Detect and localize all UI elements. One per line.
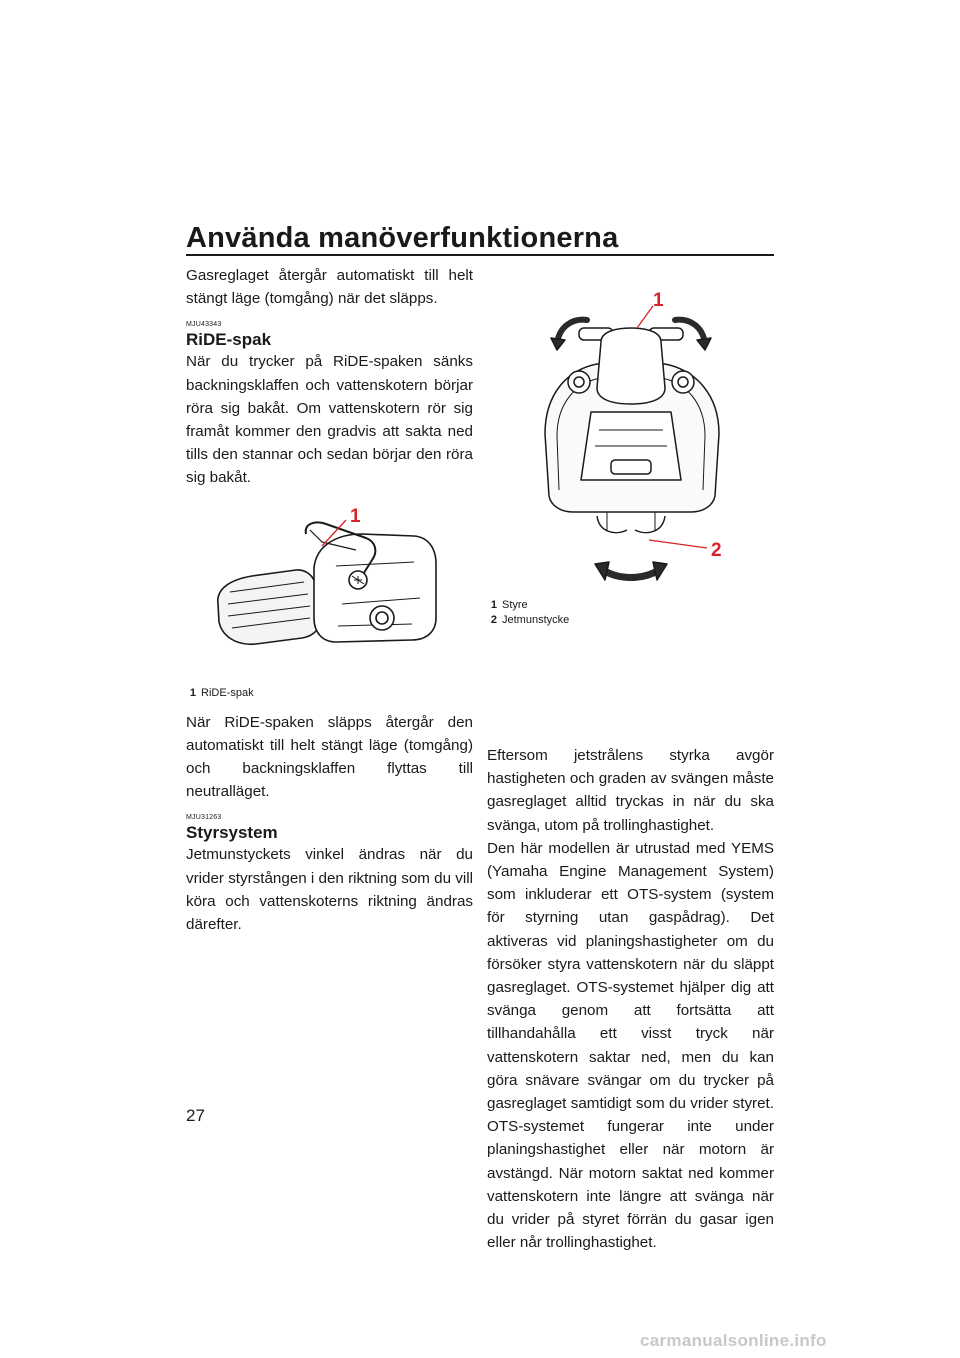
caption-label: Jetmunstycke: [502, 614, 570, 626]
caption-number: 1: [490, 599, 497, 611]
caption-number: 2: [490, 614, 497, 626]
section-heading-steering: Styrsystem: [186, 823, 278, 843]
ride-lever-illustration: [186, 506, 473, 684]
caption-label: RiDE-spak: [201, 686, 254, 699]
intro-paragraph: Gasreglaget återgår automatiskt till helt stängt läge (tomgång) när det släpps.: [186, 267, 473, 308]
watercraft-illustration: [487, 284, 774, 594]
caption-label: Styre: [502, 599, 528, 611]
section-heading-ride: RiDE-spak: [186, 330, 272, 350]
ride-paragraph: När du trycker på RiDE-spaken sänks backningsklaffen och vattenskotern börjar röra sig bakåt. Om vattenskotern rör sig framåt kommer den gradvis att sakta ned tills den stannar och sedan börjar den röra sig bakåt.: [186, 353, 473, 487]
caption-number: 1: [189, 686, 196, 699]
caption-row-1: [487, 598, 774, 613]
title-rule: [186, 254, 774, 256]
yems-paragraph: Den här modellen är utrustad med YEMS (Yamaha Engine Management System) som inkluderar ett OTS-system (system för styrning utan gaspådrag). Det aktiveras vid planingshastigheter om du försöker styra vattenskotern när du släppt gasreglaget. OTS-systemet hjälper dig att svänga genom att fortsätta att tillhandahålla ett visst tryck när vattenskotern saktar ned, men du kan göra snävare svängar om du trycker på gasreglaget samtidigt som du vrider styret. OTS-systemet fungerar inte under planingshastighet eller när motorn är avstängd. När motorn saktat ned kommer vattenskotern inte längre att svänga när du vrider på styret förrän du gasar igen eller når trollinghastighet.: [487, 839, 774, 1252]
ride-lever-figure: [186, 506, 473, 684]
page-title: Använda manöverfunktionerna: [186, 222, 619, 254]
jet-force-paragraph: Eftersom jetstrålens styrka avgör hastigheten och graden av svängen måste gasreglaget alltid tryckas in när du ska svänga, utom på trollinghastighet.: [487, 747, 774, 834]
ride-release-paragraph: När RiDE-spaken släpps återgår den automatiskt till helt stängt läge (tomgång) och backningsklaffen flyttas till neutralläget.: [186, 713, 473, 801]
caption-row-2: [487, 613, 774, 628]
watercraft-figure: [487, 284, 774, 594]
left-column: [186, 264, 473, 936]
watermark: carmanualsonline.info: [640, 1331, 827, 1350]
right-column: [487, 744, 774, 1254]
section-code: MJU31263: [186, 814, 222, 822]
handlebar-callout: 1: [653, 290, 664, 311]
section-code: MJU43343: [186, 321, 222, 329]
steering-paragraph: Jetmunstyckets vinkel ändras när du vrider styrstången i den riktning som du vill köra och vattenskoterns riktning ändras därefter.: [186, 846, 473, 934]
figure-caption-left: [186, 686, 473, 701]
nozzle-callout: 2: [711, 540, 722, 561]
page-number: 27: [186, 1106, 205, 1125]
ride-lever-callout: 1: [350, 505, 361, 527]
figure-caption-right: [487, 598, 774, 628]
